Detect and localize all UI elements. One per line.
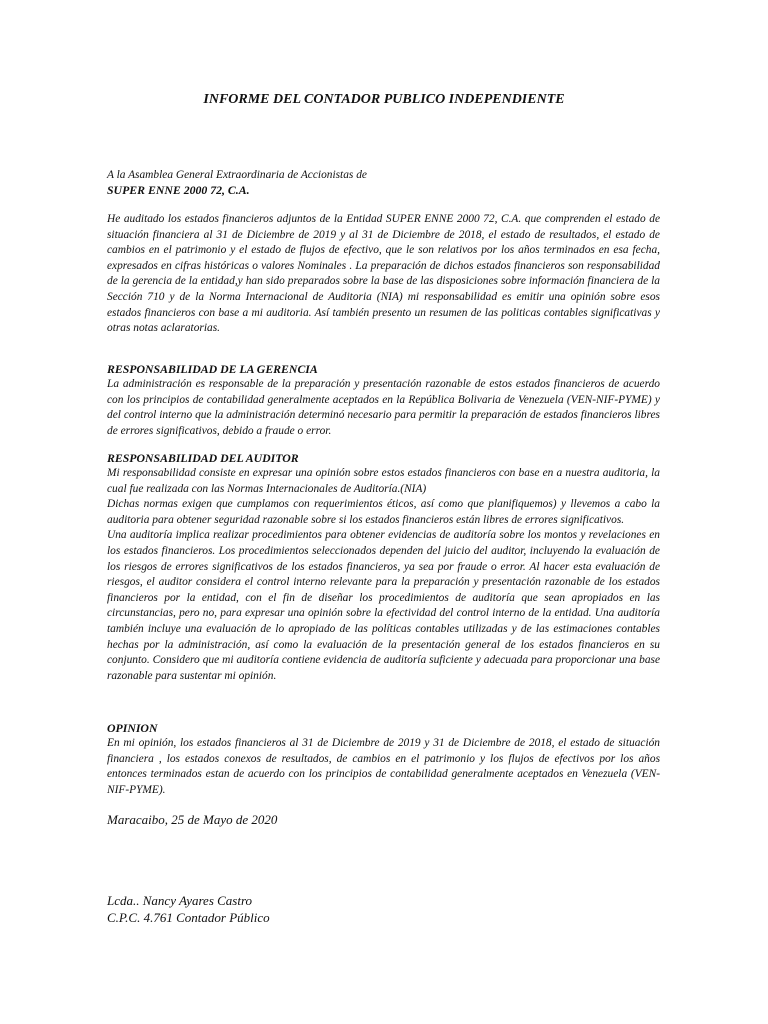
company-name: SUPER ENNE 2000 72, C.A. [107,183,250,197]
heading-opinion: OPINION [107,721,158,735]
auditor-section [107,466,660,684]
heading-gerencia: RESPONSABILIDAD DE LA GERENCIA [107,362,318,376]
place-date: Maracaibo, 25 de Mayo de 2020 [107,812,278,827]
heading-auditor: RESPONSABILIDAD DEL AUDITOR [107,451,299,465]
report-title: INFORME DEL CONTADOR PUBLICO INDEPENDIENTE [203,92,565,107]
intro-paragraph [107,212,660,337]
intro-text: He auditado los estados financieros adjuntos de la Entidad SUPER ENNE 2000 72, C.A. que comprenden el estado de situación financiera al 31 de Diciembre de 2019 y al 31 de Diciembre de 2018, el estado de resultados, el estado de cambios en el patrimonio y el estado de flujos de efectivo, que le son relativos por los años terminados en esa fecha, expresados en cifras históricas o valores Nominales . La preparación de dichos estados financieros son responsabilidad de la gerencia de la entidad,y han sido preparados sobre la base de las disposiciones sobre información financiera de la Sección 710 y de la Norma Internacional de Auditoria (NIA) mi responsabilidad es emitir una opinión sobre esos estados financieros con base a mi auditoria. Así también presento un resumen de las politicas contables significativas y otras notas aclaratorias. [107,213,660,335]
gerencia-text: La administración es responsable de la preparación y presentación razonable de estos estados financieros de acuerdo con los principios de contabilidad generalmente aceptados en la República Bolivaria de Venezuela (VEN-NIF-PYME) y del control interno que la administración determinó necesario para permitir la preparación de estados financieros libres de errores significativos, debido a fraude o error. [107,378,660,437]
auditor-text-2: Dichas normas exigen que cumplamos con requerimientos éticos, así como que planifiquemos) y llevemos a cabo la auditoria para obtener seguridad razonable sobre si los estados financieros están libres de errores significativos. [107,498,660,526]
auditor-text-3: Una auditoría implica realizar procedimientos para obtener evidencias de auditoría sobre los montos y revelaciones en los estados financieros. Los procedimientos seleccionados dependen del juicio del auditor, incluyendo la evaluación de los riesgos de errores significativos de los estados financieros, ya sea por fraude o error. Al hacer esta evaluación de riesgos, el auditor considera el control interno relevante para la preparación y presentación razonable de los estados financieros por la entidad, con el fin de diseñar los procedimientos de auditoría que sean apropiados en las circunstancias, pero no, para expresar una opinión sobre la efectividad del control interno de la entidad. Una auditoría también incluye una evaluación de lo apropiado de las políticas contables utilizadas y de las estimaciones contables hechas por la administración, así como la evaluación de la presentación general de los estados financieros en su conjunto. Considero que mi auditoría contiene evidencia de auditoría suficiente y adecuada para proporcionar una base razonable para sustentar mi opinión. [107,529,660,682]
addressee-line: A la Asamblea General Extraordinaria de Accionistas de [107,169,367,181]
opinion-text: En mi opinión, los estados financieros al 31 de Diciembre de 2019 y 31 de Diciembre de 2018, el estado de situación financiera , los estados conexos de resultados, de cambios en el patrimonio y los flujos de efectivos por los años entonces terminados estan de acuerdo con los principios de contabilidad generalmente aceptados en Venezuela (VEN-NIF-PYME). [107,737,660,796]
signer-credential: C.P.C. 4.761 Contador Público [107,910,270,925]
gerencia-paragraph [107,377,660,439]
opinion-paragraph [107,736,660,798]
auditor-text-1: Mi responsabilidad consiste en expresar una opinión sobre estos estados financieros con base en a nuestra auditoria, la cual fue realizada con las Normas Internacionales de Auditoría.(NIA) [107,467,660,495]
signer-name: Lcda.. Nancy Ayares Castro [107,893,253,908]
